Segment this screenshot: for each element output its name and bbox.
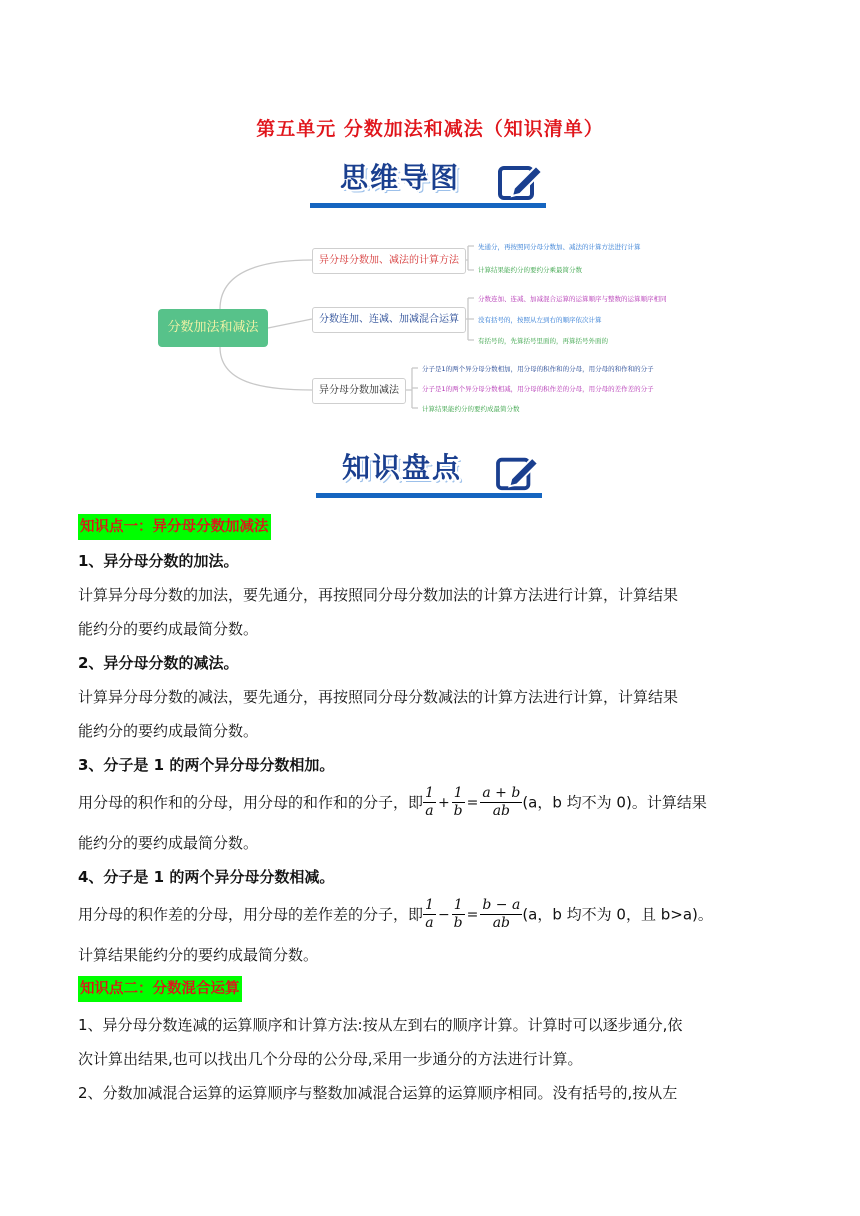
paragraph-line: 计算异分母分数的加法，要先通分，再按照同分母分数加法的计算方法进行计算，计算结果 (78, 586, 679, 604)
knowledge-banner (316, 452, 542, 498)
mindmap-leaf: 先通分，再按照同分母分数加、减法的计算方法进行计算 (478, 243, 641, 251)
mindmap-branch-3: 异分母分数加减法 (312, 378, 406, 404)
mindmap-branch-2: 分数连加、连减、加减混合运算 (312, 307, 466, 333)
mindmap-leaf: 分子是1的两个异分母分数相减，用分母的积作差的分母，用分母的差作差的分子 (422, 385, 654, 393)
mindmap-leaf: 计算结果能约分的要约分乘最简分数 (478, 266, 582, 274)
mindmap-banner (310, 160, 546, 208)
paragraph-line: 1、异分母分数连减的运算顺序和计算方法:按从左到右的顺序计算。计算时可以逐步通分,依 (78, 1016, 683, 1034)
mindmap-leaf: 没有括号的，按照从左到右的顺序依次计算 (478, 316, 602, 324)
page-title: 第五单元 分数加法和减法（知识清单） (256, 118, 604, 140)
mind-map (150, 232, 710, 422)
paragraph-line: 2、分数加减混合运算的运算顺序与整数加减混合运算的运算顺序相同。没有括号的,按从左 (78, 1084, 678, 1102)
mindmap-leaf: 分数连加、连减、加减混合运算的运算顺序与整数的运算顺序相同 (478, 295, 667, 303)
mindmap-leaf: 计算结果能约分的要约成最简分数 (422, 405, 520, 413)
edit-icon (496, 162, 544, 202)
mindmap-root: 分数加法和减法 (158, 309, 268, 347)
mindmap-banner-text: 思维导图 (340, 161, 461, 194)
formula-sub: $\frac{1}{a}$ − $\frac{1}{b}$ = $\frac{b - a}{ab}$ (425, 897, 521, 932)
point-1-title: 1、异分母分数的加法。 (78, 552, 239, 570)
edit-icon (494, 454, 540, 492)
paragraph-line: 能约分的要约成最简分数。 (78, 620, 259, 638)
section-heading-1: 知识点一：异分母分数加减法 (78, 514, 271, 540)
point-3-title: 3、分子是 1 的两个异分母分数相加。 (78, 756, 335, 774)
point-4-title: 4、分子是 1 的两个异分母分数相减。 (78, 868, 335, 886)
mindmap-leaf: 分子是1的两个异分母分数相加，用分母的积作和的分母，用分母的和作和的分子 (422, 365, 654, 373)
paragraph-line: 能约分的要约成最简分数。 (78, 722, 259, 740)
formula-line-add: 用分母的积作和的分母，用分母的和作和的分子，即 $\frac{1}{a}$ + $\frac{1}{b}$ = $\frac{a + b}{ab}$ (a，b 均不为 0)。计算结果 (78, 780, 707, 824)
paragraph-line: 能约分的要约成最简分数。 (78, 834, 259, 852)
knowledge-banner-text: 知识盘点 (342, 451, 463, 484)
paragraph-line: 次计算出结果,也可以找出几个分母的公分母,采用一步通分的方法进行计算。 (78, 1050, 583, 1068)
formula-line-sub: 用分母的积作差的分母，用分母的差作差的分子，即 $\frac{1}{a}$ − $\frac{1}{b}$ = $\frac{b - a}{ab}$ (a，b 均不为 0，且 b>a)。 (78, 892, 713, 936)
paragraph-line: 计算结果能约分的要约成最简分数。 (78, 946, 319, 964)
section-heading-2: 知识点二：分数混合运算 (78, 976, 242, 1002)
mindmap-leaf: 有括号的，先算括号里面的，再算括号外面的 (478, 337, 608, 345)
point-2-title: 2、异分母分数的减法。 (78, 654, 239, 672)
paragraph-line: 计算异分母分数的减法，要先通分，再按照同分母分数减法的计算方法进行计算，计算结果 (78, 688, 679, 706)
mindmap-branch-1: 异分母分数加、减法的计算方法 (312, 248, 466, 274)
formula-add: $\frac{1}{a}$ + $\frac{1}{b}$ = $\frac{a + b}{ab}$ (425, 785, 521, 820)
